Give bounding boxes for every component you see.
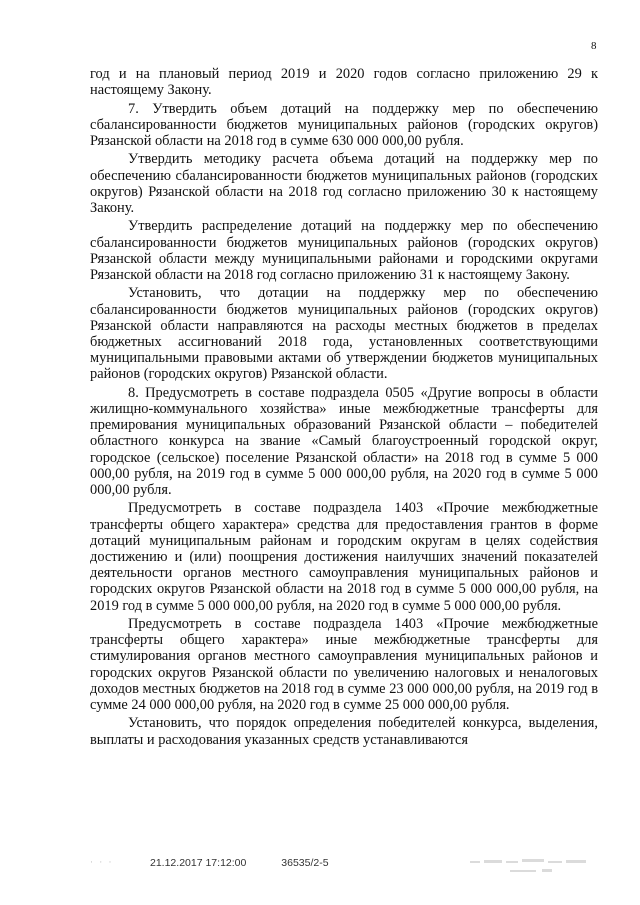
paragraph-stimulation: Предусмотреть в составе подраздела 1403 «Прочие межбюджетные трансферты общего характера» иные межбюджетные трансферты для стимулирования органов местного самоуправления муниципальных районов и городских округов Рязанской области по увеличению налоговых и неналоговых доходов местных бюджетов на 2018 год в сумме 23 000 000,00 рубля, на 2019 год в сумме 24 000 000,00 рубля, на 2020 год в сумме 25 000 000,00 рубля. [90, 616, 598, 714]
paragraph-item-7: 7. Утвердить объем дотаций на поддержку мер по обеспечению сбалансированности бюджетов муниципальных районов (городских округов) Рязанской области на 2018 год в сумме 630 000 000,00 рубля. [90, 100, 598, 149]
footer-scan-mark: · · · [90, 857, 114, 867]
footer-timestamp: 21.12.2017 17:12:00 [150, 857, 247, 869]
footer-doc-code: 36535/2-5 [281, 857, 329, 869]
paragraph-establish: Установить, что дотации на поддержку мер по обеспечению сбалансированности бюджетов муниципальных районов (городских округов) Рязанской области направляются на расходы местных бюджетов в пределах бюджетных ассигнований 2018 года, установленных соответствующими муниципальными правовыми актами об утверждении бюджетов муниципальных районов (городских округов) Рязанской области. [90, 285, 598, 383]
paragraph-item-8: 8. Предусмотреть в составе подраздела 0505 «Другие вопросы в области жилищно-коммунального хозяйства» иные межбюджетные трансферты для премирования муниципальных образований Рязанской области – победителей областного конкурса на звание «Самый благоустроенный городской округ, городское (сельское) поселение Рязанской области» на 2018 год в сумме 5 000 000,00 рубля, на 2019 год в сумме 5 000 000,00 рубля, на 2020 год в сумме 5 000 000,00 рубля. [90, 384, 598, 499]
paragraph-grants: Предусмотреть в составе подраздела 1403 «Прочие межбюджетные трансферты общего характера» средства для предоставления грантов в форме дотаций муниципальным районам и городским округам в целях содействия достижению и (или) поощрения достижения наилучших значений показателей деятельности органов местного самоуправления муниципальных районов и городских округов Рязанской области на 2018 год в сумме 5 000 000,00 рубля, на 2019 год в сумме 5 000 000,00 рубля, на 2020 год в сумме 5 000 000,00 рубля. [90, 500, 598, 614]
paragraph-continuation: год и на плановый период 2019 и 2020 годов согласно приложению 29 к настоящему Закону. [90, 66, 598, 99]
document-body [90, 66, 598, 750]
page-number: 8 [591, 40, 597, 52]
footer-stamp [150, 857, 329, 869]
faint-stamp-icon [470, 855, 590, 877]
paragraph-procedure: Установить, что порядок определения победителей конкурса, выделения, выплаты и расходования указанных средств устанавливаются [90, 715, 598, 748]
paragraph-distribution: Утвердить распределение дотаций на поддержку мер по обеспечению сбалансированности бюджетов муниципальных районов (городских округов) Рязанской области между муниципальными районами и городскими округами Рязанской области на 2018 год согласно приложению 31 к настоящему Закону. [90, 218, 598, 283]
paragraph-methodology: Утвердить методику расчета объема дотаций на поддержку мер по обеспечению сбалансированности бюджетов муниципальных районов (городских округов) Рязанской области на 2018 год согласно приложению 30 к настоящему Закону. [90, 151, 598, 216]
